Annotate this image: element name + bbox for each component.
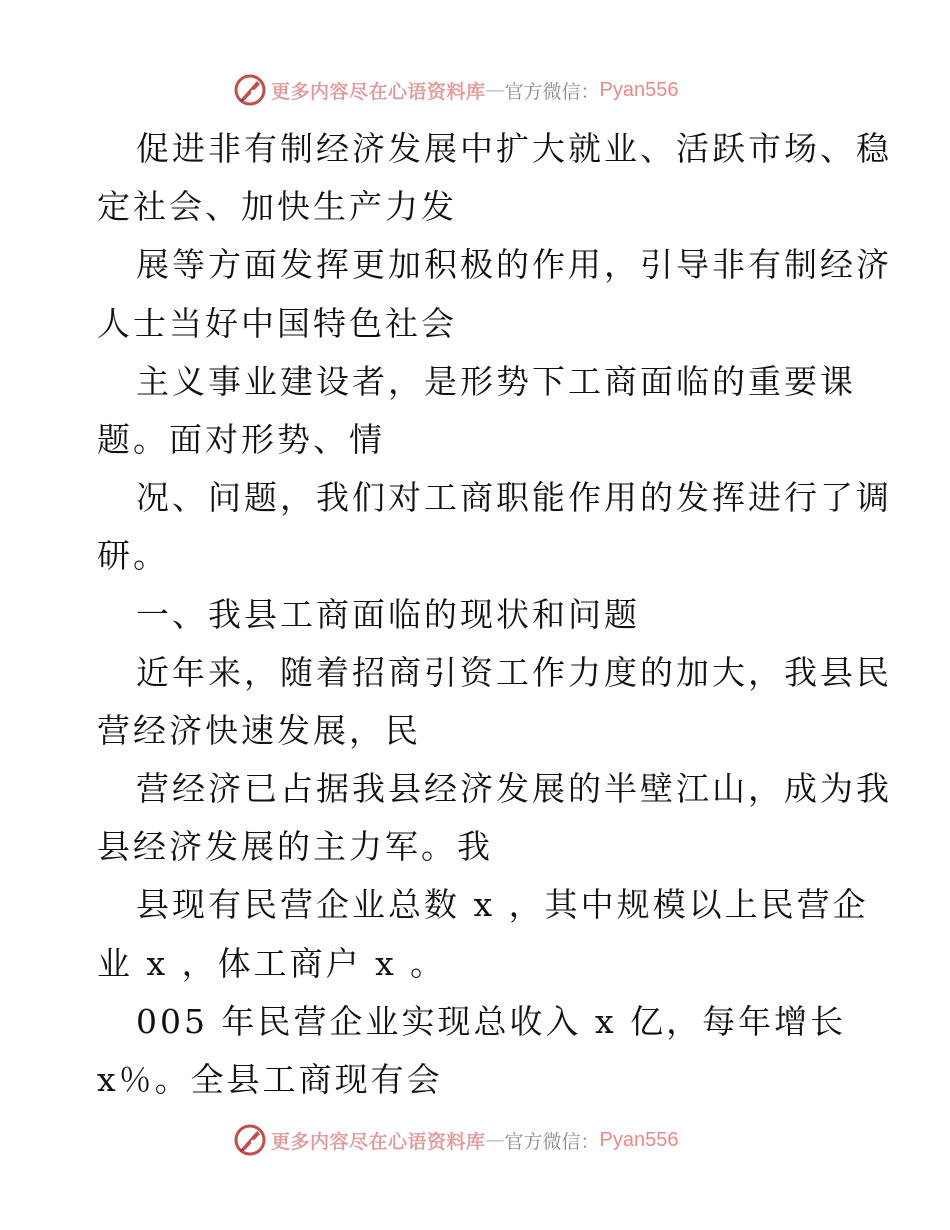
text-line: 定社会、加快生产力发 xyxy=(97,187,457,227)
text-line: 县经济发展的主力军。我 xyxy=(97,827,493,867)
watermark-wechat-id: Pyan556 xyxy=(599,1128,679,1151)
text-line: 业 x ，体工商户 x 。 xyxy=(97,943,447,983)
text-line: x％。全县工商现有会 xyxy=(97,1060,443,1099)
watermark-footer xyxy=(233,1122,679,1158)
quill-pen-icon xyxy=(233,1123,267,1157)
text-line: 题。面对形势、情 xyxy=(97,419,385,459)
watermark-separator: — xyxy=(485,79,505,101)
watermark-main-text: 更多内容尽在心语资料库 xyxy=(271,80,486,103)
watermark-separator: — xyxy=(485,1129,505,1151)
document-body xyxy=(97,120,892,1109)
text-line: 营经济快速发展，民 xyxy=(97,710,421,750)
text-line: 促进非有制经济发展中扩大就业、活跃市场、稳 xyxy=(136,129,892,168)
section-heading: 一、我县工商面临的现状和问题 xyxy=(136,594,640,634)
watermark-header xyxy=(233,72,679,108)
text-line: 人士当好中国特色社会 xyxy=(97,303,457,343)
text-line: 研。 xyxy=(97,536,169,576)
text-line: 营经济已占据我县经济发展的半壁江山，成为我 xyxy=(136,769,892,809)
text-line: 展等方面发挥更加积极的作用，引导非有制经济 xyxy=(136,245,892,285)
watermark-main-text: 更多内容尽在心语资料库 xyxy=(271,1130,486,1153)
quill-pen-icon xyxy=(233,73,267,107)
watermark-label: 官方微信： xyxy=(504,80,600,103)
text-line: 005 年民营企业实现总收入 x 亿，每年增长 xyxy=(136,1001,847,1041)
watermark-wechat-id: Pyan556 xyxy=(599,78,679,101)
text-line: 近年来，随着招商引资工作力度的加大，我县民 xyxy=(136,652,892,692)
text-line: 况、问题，我们对工商职能作用的发挥进行了调 xyxy=(136,478,892,518)
text-line: 主义事业建设者，是形势下工商面临的重要课 xyxy=(136,361,856,401)
watermark-label: 官方微信： xyxy=(504,1130,600,1153)
text-line: 县现有民营企业总数 x ，其中规模以上民营企 xyxy=(136,885,869,925)
